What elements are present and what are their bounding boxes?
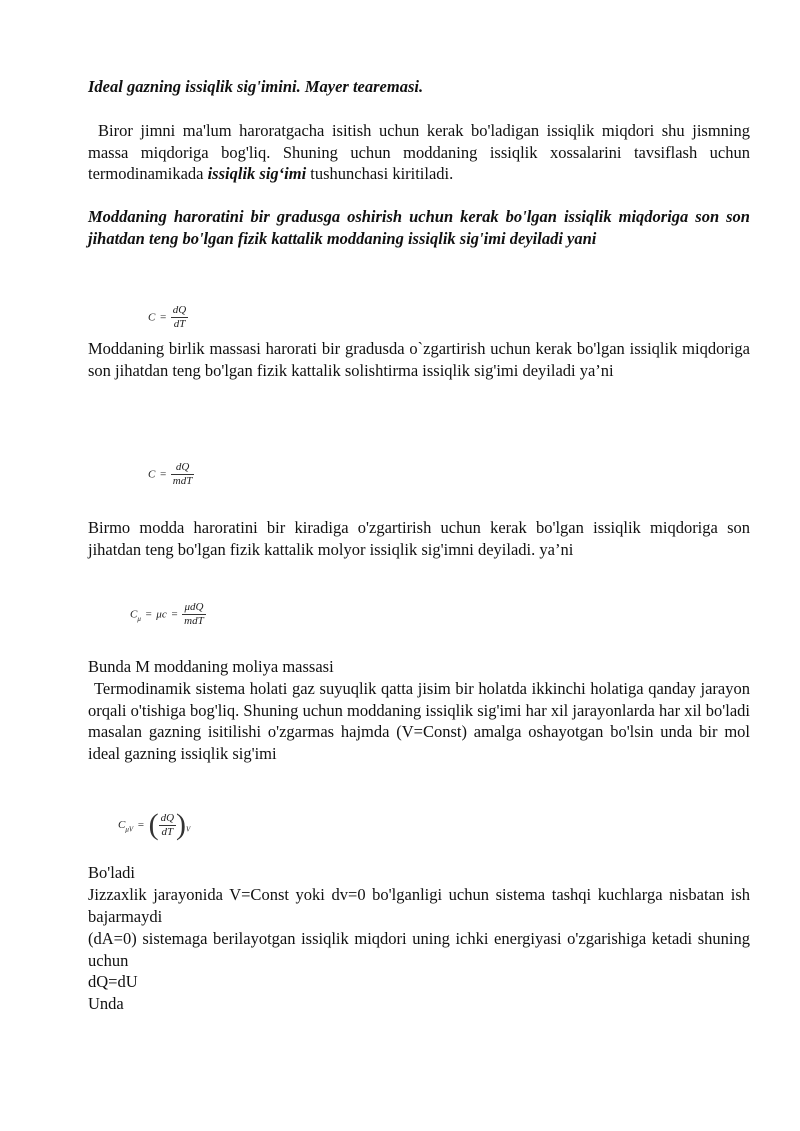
formula-molar-heat <box>130 601 206 628</box>
formula-lhs: C <box>148 311 156 324</box>
formula-equals: = <box>137 819 145 831</box>
formula-heat-capacity <box>148 304 188 331</box>
formula-equals-2: = <box>170 608 179 621</box>
formula-fraction <box>171 461 195 488</box>
formula-numerator: dQ <box>172 304 187 316</box>
conclusion-label: Unda <box>88 994 124 1013</box>
isochoric-paragraph: Jizzaxlik jarayonida V=Const yoki dv=0 bo'lganligi uchun sistema tashqi kuchlarga nisbatan ish bajarmaydi <box>88 885 750 926</box>
formula-fraction <box>159 812 176 839</box>
formula-denominator: mdT <box>184 615 204 627</box>
formula-middle: μc <box>156 608 167 621</box>
formula-fraction <box>182 601 206 628</box>
formula-specific-heat <box>148 461 194 488</box>
formula-fraction <box>171 304 188 331</box>
formula-lhs: C <box>148 468 156 481</box>
formula-numerator: dQ <box>160 811 175 824</box>
formula-denominator: mdT <box>172 475 193 487</box>
formula-isochoric-heat <box>118 808 190 842</box>
specific-heat-paragraph: Moddaning birlik massasi harorati bir gradusda o`zgartirish uchun kerak bo'lgan issiqlik miqdoriga son jihatdan teng bo'lgan fizik kattalik solishtirma issiqlik sig'imi deyiladi ya’ni <box>88 339 750 380</box>
formula-equals: = <box>159 468 167 481</box>
formula-equals: = <box>144 608 153 621</box>
formula-close-paren: ) <box>176 808 187 841</box>
result-label: Bo'ladi <box>88 863 135 882</box>
intro-paragraph <box>88 120 750 185</box>
internal-energy-paragraph: (dA=0) sistemaga berilayotgan issiqlik miqdori uning ichki energiyasi o'zgarishiga ketadi shuning uchun <box>88 929 750 970</box>
formula-lhs: C <box>130 608 138 621</box>
formula-denominator: dT <box>173 318 186 330</box>
formula-subscript: μ <box>137 615 141 624</box>
definition-paragraph: Moddaning haroratini bir gradusga oshirish uchun kerak bo'lgan issiqlik miqdoriga son son jihatdan teng bo'lgan fizik kattalik moddaning issiqlik sig'imi deyiladi yani <box>88 207 750 248</box>
intro-text-before: Biror jimni ma'lum haroratgacha isitish uchun kerak bo'ladigan issiqlik miqdori shu jismning massa miqdoriga bog'liq. Shuning uchun moddaning issiqlik xossalarini tavsiflash uchun termodinamikada <box>88 121 750 183</box>
formula-outer-subscript: V <box>186 825 191 834</box>
page-title: Ideal gazning issiqlik sig'imini. Mayer tearemasi. <box>88 77 424 96</box>
intro-emphasis: issiqlik sig‘imi <box>207 164 307 183</box>
formula-denominator: dT <box>161 825 174 838</box>
formula-numerator: μdQ <box>182 601 206 615</box>
formula-lhs: C <box>118 819 126 831</box>
intro-text-after: tushunchasi kiritiladi. <box>306 164 454 183</box>
formula-subscript: μV <box>125 825 134 834</box>
process-paragraph: Termodinamik sistema holati gaz suyuqlik qatta jisim bir holatda ikkinchi holatiga qanday jarayon orqali o'tishiga bog'liq. Shuning uchun moddaning issiqlik sig'imi har xil jarayonlarda har xil bo'ladi masalan gazning isitilishi o'zgarmas hajmda (V=Const) amalga oshayotgan bo'lsin unda bir mol ideal gazning issiqlik sig'imi <box>88 679 750 763</box>
molar-mass-note: Bunda M moddaning moliya massasi <box>88 657 334 676</box>
formula-equals: = <box>159 311 167 324</box>
formula-open-paren: ( <box>148 808 159 841</box>
formula-numerator: dQ <box>171 461 195 475</box>
molar-heat-paragraph: Birmo modda haroratini bir kiradiga o'zgartirish uchun kerak bo'lgan issiqlik miqdoriga son jihatdan teng bo'lgan fizik kattalik molyor issiqlik sig'imni deyiladi. ya’ni <box>88 518 750 559</box>
energy-equation: dQ=dU <box>88 972 138 991</box>
